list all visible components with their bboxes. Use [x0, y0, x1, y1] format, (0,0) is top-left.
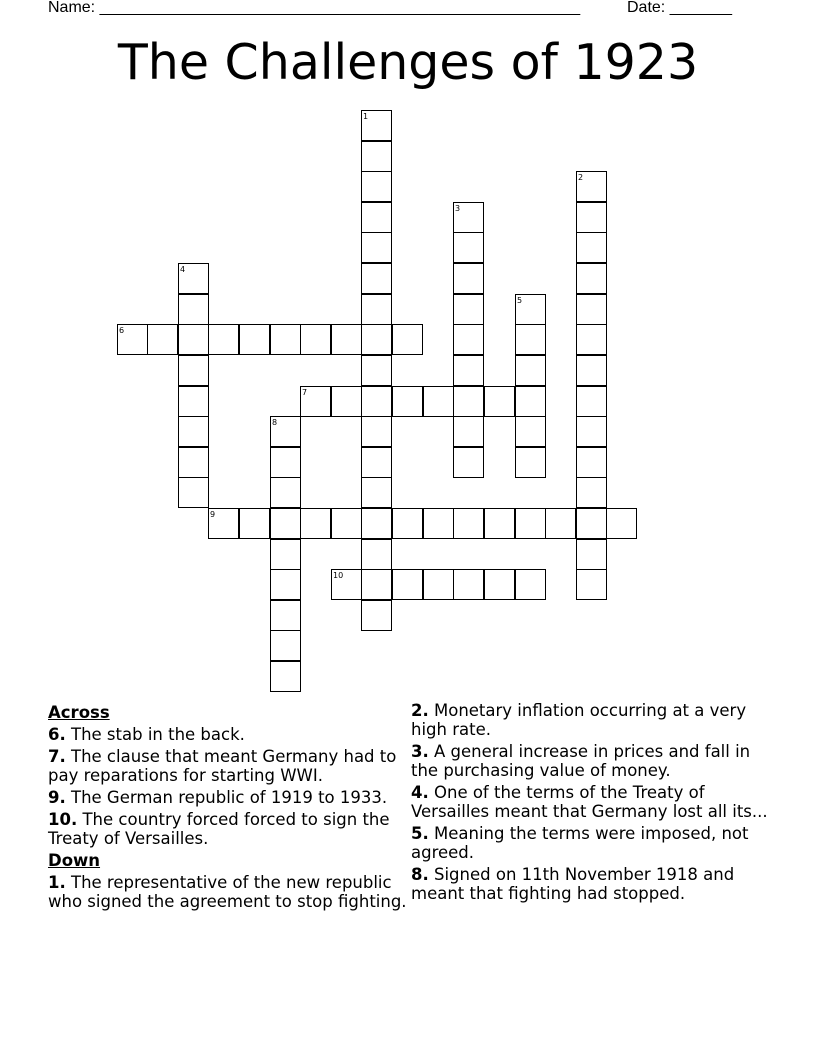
grid-cell[interactable] — [178, 294, 209, 325]
clue-number: 1. — [48, 873, 66, 892]
clue-down-3 — [411, 742, 771, 780]
clue-across-9 — [48, 788, 408, 807]
grid-cell[interactable] — [270, 539, 301, 570]
grid-cell[interactable] — [576, 386, 607, 417]
grid-cell[interactable] — [270, 477, 301, 508]
clue-text: The representative of the new republic who signed the agreement to stop fighting. — [48, 873, 407, 911]
grid-cell[interactable] — [423, 386, 454, 417]
grid-cell[interactable] — [515, 416, 546, 447]
clue-text: The stab in the back. — [65, 725, 245, 744]
clue-text: One of the terms of the Treaty of Versailles meant that Germany lost all its... — [411, 783, 768, 821]
clue-text: A general increase in prices and fall in the purchasing value of money. — [411, 742, 751, 780]
clue-number-label: 7 — [302, 388, 308, 397]
grid-cell[interactable] — [361, 263, 392, 294]
grid-cell[interactable] — [147, 324, 178, 355]
grid-cell[interactable] — [361, 477, 392, 508]
grid-cell[interactable] — [576, 447, 607, 478]
grid-cell[interactable] — [576, 202, 607, 233]
grid-cell[interactable] — [576, 569, 607, 600]
grid-cell[interactable] — [300, 508, 331, 539]
grid-cell[interactable] — [361, 171, 392, 202]
grid-cell[interactable] — [515, 386, 546, 417]
grid-cell[interactable] — [178, 386, 209, 417]
clue-across-6 — [48, 725, 408, 744]
grid-cell[interactable] — [270, 661, 301, 692]
grid-cell[interactable] — [515, 569, 546, 600]
grid-cell[interactable] — [576, 355, 607, 386]
grid-cell[interactable] — [239, 324, 270, 355]
clue-across-10 — [48, 810, 408, 848]
grid-cell[interactable] — [270, 600, 301, 631]
grid-cell[interactable] — [453, 355, 484, 386]
grid-cell[interactable] — [423, 569, 454, 600]
grid-cell[interactable] — [392, 508, 423, 539]
grid-cell[interactable] — [606, 508, 637, 539]
grid-cell[interactable] — [361, 294, 392, 325]
clue-number: 10. — [48, 810, 78, 829]
grid-cell[interactable] — [484, 569, 515, 600]
clue-number-label: 5 — [517, 296, 523, 305]
clue-text: Signed on 11th November 1918 and meant that fighting had stopped. — [411, 865, 735, 903]
clue-number: 8. — [411, 865, 429, 884]
grid-cell[interactable] — [515, 355, 546, 386]
clue-across-7 — [48, 747, 408, 785]
clue-number: 6. — [48, 725, 66, 744]
clue-number-label: 8 — [272, 418, 278, 427]
clue-text: The German republic of 1919 to 1933. — [65, 788, 388, 807]
clue-text: The clause that meant Germany had to pay reparations for starting WWI. — [48, 747, 397, 785]
grid-cell[interactable] — [423, 508, 454, 539]
grid-cell[interactable] — [270, 324, 301, 355]
grid-cell[interactable] — [576, 263, 607, 294]
grid-cell[interactable] — [453, 569, 484, 600]
clue-text: The country forced forced to sign the Treaty of Versailles. — [48, 810, 390, 848]
grid-cell[interactable] — [361, 569, 392, 600]
clue-number: 3. — [411, 742, 429, 761]
grid-cell[interactable] — [392, 386, 423, 417]
grid-cell[interactable] — [453, 232, 484, 263]
grid-cell[interactable] — [270, 630, 301, 661]
grid-cell[interactable] — [484, 386, 515, 417]
clue-down-1 — [48, 873, 408, 911]
grid-cell[interactable] — [270, 447, 301, 478]
grid-cell[interactable] — [576, 477, 607, 508]
name-field-label: Name: ______________________________________________________ — [48, 0, 581, 16]
clue-down-8 — [411, 865, 771, 903]
clue-number-label: 10 — [333, 571, 344, 580]
grid-cell[interactable] — [361, 539, 392, 570]
down-heading: Down — [48, 851, 101, 870]
grid-cell[interactable] — [239, 508, 270, 539]
clue-number: 7. — [48, 747, 66, 766]
clues-right-column — [411, 701, 771, 906]
grid-cell[interactable] — [515, 324, 546, 355]
clue-text: Meaning the terms were imposed, not agreed. — [411, 824, 749, 862]
grid-cell[interactable] — [515, 447, 546, 478]
clue-text: Monetary inflation occurring at a very high rate. — [411, 701, 747, 739]
grid-cell[interactable] — [453, 324, 484, 355]
across-heading: Across — [48, 703, 110, 722]
grid-cell[interactable] — [178, 355, 209, 386]
grid-cell[interactable] — [361, 141, 392, 172]
grid-cell[interactable] — [178, 447, 209, 478]
grid-cell[interactable] — [453, 386, 484, 417]
grid-cell[interactable] — [178, 416, 209, 447]
grid-cell[interactable] — [331, 324, 362, 355]
grid-cell[interactable] — [453, 508, 484, 539]
grid-cell[interactable] — [361, 232, 392, 263]
grid-cell[interactable] — [515, 508, 546, 539]
grid-cell[interactable] — [361, 600, 392, 631]
grid-cell[interactable] — [392, 324, 423, 355]
grid-cell[interactable] — [453, 294, 484, 325]
clue-down-5 — [411, 824, 771, 862]
grid-cell[interactable] — [361, 508, 392, 539]
grid-cell[interactable] — [270, 569, 301, 600]
date-field-label: Date: _______ — [627, 0, 732, 16]
grid-cell[interactable] — [453, 416, 484, 447]
clue-number-label: 9 — [210, 510, 216, 519]
clues-left-column — [48, 701, 408, 914]
clue-down-4 — [411, 783, 771, 821]
grid-cell[interactable] — [178, 324, 209, 355]
clue-number: 9. — [48, 788, 66, 807]
clue-down-2 — [411, 701, 771, 739]
grid-cell[interactable] — [270, 508, 301, 539]
grid-cell[interactable] — [484, 508, 515, 539]
clue-number: 2. — [411, 701, 429, 720]
grid-cell[interactable] — [576, 416, 607, 447]
grid-cell[interactable] — [361, 386, 392, 417]
grid-cell[interactable] — [361, 447, 392, 478]
grid-cell[interactable] — [576, 508, 607, 539]
puzzle-title: The Challenges of 1923 — [117, 34, 699, 91]
grid-cell[interactable] — [361, 202, 392, 233]
grid-cell[interactable] — [300, 324, 331, 355]
grid-cell[interactable] — [361, 355, 392, 386]
grid-cell[interactable] — [545, 508, 576, 539]
grid-cell[interactable] — [208, 324, 239, 355]
clue-number-label: 2 — [578, 173, 584, 182]
grid-cell[interactable] — [361, 416, 392, 447]
grid-cell[interactable] — [453, 263, 484, 294]
clue-number-label: 1 — [363, 112, 369, 121]
grid-cell[interactable] — [331, 508, 362, 539]
grid-cell[interactable] — [576, 294, 607, 325]
grid-cell[interactable] — [392, 569, 423, 600]
clue-number-label: 3 — [455, 204, 461, 213]
grid-cell[interactable] — [576, 539, 607, 570]
grid-cell[interactable] — [178, 477, 209, 508]
clue-number: 4. — [411, 783, 429, 802]
grid-cell[interactable] — [331, 386, 362, 417]
grid-cell[interactable] — [361, 324, 392, 355]
grid-cell[interactable] — [453, 447, 484, 478]
grid-cell[interactable] — [576, 232, 607, 263]
clue-number: 5. — [411, 824, 429, 843]
clue-number-label: 6 — [119, 326, 125, 335]
clue-number-label: 4 — [180, 265, 186, 274]
grid-cell[interactable] — [576, 324, 607, 355]
